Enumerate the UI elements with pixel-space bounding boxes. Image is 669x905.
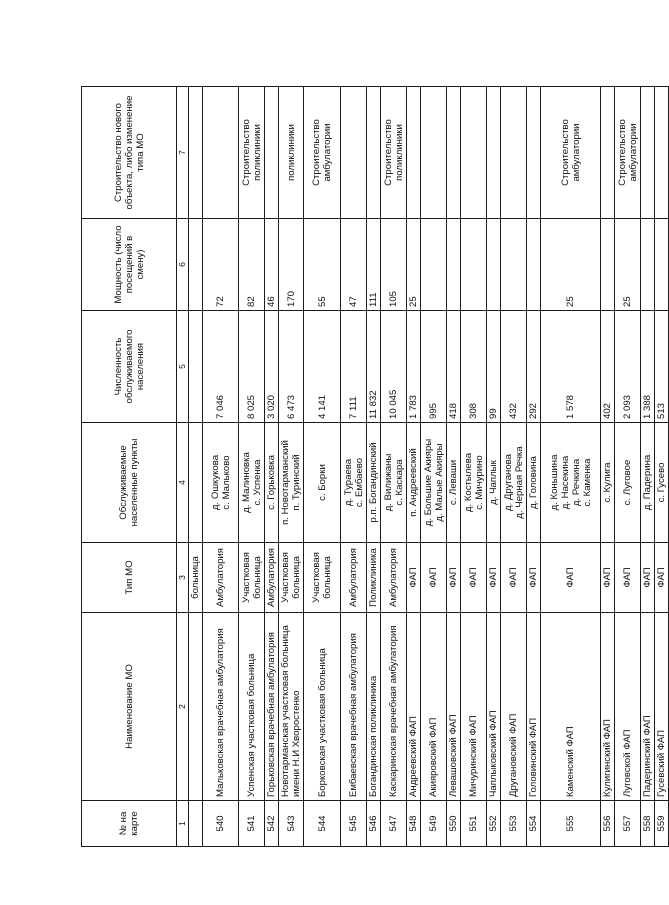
table-row: [447, 87, 461, 847]
population-cell-line: 1 783: [408, 394, 419, 419]
column-number: 5: [177, 311, 189, 423]
population-cell-line: 1 578: [565, 394, 576, 419]
construction-cell: [501, 87, 527, 219]
map-number-cell: 542: [265, 801, 279, 847]
capacity-cell: 72: [203, 219, 239, 311]
population-cell-line: 513: [656, 402, 667, 419]
population-cell: [367, 311, 381, 423]
mo-type-cell-line: ФАП: [468, 567, 479, 588]
mo-type-cell-line: ФАП: [488, 567, 499, 588]
table-row: [367, 87, 381, 847]
settlements-cell-line: д. Ошкукова: [209, 454, 221, 511]
mo-type-cell-line: ФАП: [622, 567, 633, 588]
population-cell: [487, 311, 501, 423]
settlements-cell-line: с. Луговое: [622, 459, 633, 506]
settlements-cell-line: д. Насекина: [559, 455, 571, 510]
construction-cell: [461, 87, 487, 219]
construction-cell: [367, 87, 381, 219]
map-number-cell: 558: [641, 801, 655, 847]
population-cell: [407, 311, 421, 423]
mo-type-cell-line: ФАП: [528, 567, 539, 588]
table-row: [381, 87, 407, 847]
settlements-cell-line: с. Успенка: [251, 459, 263, 506]
column-number: 3: [177, 543, 189, 613]
capacity-cell: 55: [304, 219, 341, 311]
mo-name-cell: Луговской ФАП: [615, 613, 641, 801]
capacity-cell: 25: [407, 219, 421, 311]
settlements-cell-line: д. Большие Акияры: [422, 438, 434, 527]
construction-cell: [341, 87, 367, 219]
map-number-cell: 548: [407, 801, 421, 847]
settlements-cell-line: с. Каменка: [581, 458, 593, 507]
table-row: [541, 87, 601, 847]
construction-cell-line: Строительство: [311, 119, 322, 186]
settlements-cell-line: с. Каскара: [393, 459, 405, 506]
table-row: [189, 87, 203, 847]
settlements-cell: [527, 423, 541, 543]
construction-cell-line: амбулатории: [322, 123, 333, 182]
map-number-cell: 554: [527, 801, 541, 847]
construction-cell: [601, 87, 615, 219]
mo-name-cell: Чаплыковский ФАП: [487, 613, 501, 801]
settlements-cell-line: д. Костылева: [462, 452, 474, 513]
settlements-cell-line: п. Туринский: [291, 454, 302, 511]
table-row: [641, 87, 655, 847]
map-number-cell: 547: [381, 801, 407, 847]
population-cell: [381, 311, 407, 423]
population-cell: [447, 311, 461, 423]
mo-type-cell-line: Амбулатория: [388, 548, 399, 607]
settlements-cell: [487, 423, 501, 543]
mo-type-cell-line: Участковая: [280, 552, 291, 603]
mo-type-cell-line: больница: [322, 556, 333, 599]
settlements-cell-line: д. Падерина: [642, 454, 653, 511]
map-number-cell: 540: [203, 801, 239, 847]
mo-type-cell-line: ФАП: [656, 567, 667, 588]
mo-type-cell: [641, 543, 655, 613]
settlements-cell-line: с. Борки: [316, 464, 328, 501]
mo-type-cell-line: ФАП: [448, 567, 459, 588]
column-number: 7: [177, 87, 189, 219]
population-cell: [641, 311, 655, 423]
construction-cell: [541, 87, 601, 219]
map-number-cell: 545: [341, 801, 367, 847]
mo-name-cell: Падеринский ФАП: [641, 613, 655, 801]
mo-type-cell-line: Участковая: [240, 552, 252, 603]
population-cell-line: 418: [448, 402, 459, 419]
construction-cell-line: амбулатории: [627, 123, 639, 182]
map-number-cell: 544: [304, 801, 341, 847]
mo-type-cell-line: Амбулатория: [348, 548, 359, 607]
map-number-cell: 559: [655, 801, 669, 847]
settlements-cell-line: с. Гусево: [656, 462, 667, 503]
mo-type-cell: [615, 543, 641, 613]
mo-type-cell-line: Участковая: [311, 552, 322, 603]
construction-cell-line: Строительство: [382, 119, 394, 186]
population-cell-line: 7 046: [215, 394, 226, 419]
construction-cell: [381, 87, 407, 219]
column-number: 2: [177, 613, 189, 801]
header-mo-type: Тип МО: [82, 543, 177, 613]
mo-type-cell: [601, 543, 615, 613]
settlements-cell-line: д. Тураева: [342, 458, 354, 507]
population-cell-line: 7 111: [348, 396, 359, 419]
population-cell: [421, 311, 447, 423]
mo-type-cell: [461, 543, 487, 613]
construction-cell-line: поликлиники: [251, 124, 263, 181]
settlements-cell-line: д. Малые Акияры: [433, 443, 445, 522]
capacity-cell: [189, 219, 203, 311]
construction-cell-line: Строительство: [616, 119, 628, 186]
mo-name-cell: Андреевский ФАП: [407, 613, 421, 801]
population-cell: [279, 311, 304, 423]
construction-cell: [421, 87, 447, 219]
population-cell: [615, 311, 641, 423]
mo-type-cell: [265, 543, 279, 613]
population-cell: [189, 311, 203, 423]
mo-type-cell: [447, 543, 461, 613]
table-row: [341, 87, 367, 847]
settlements-cell: [203, 423, 239, 543]
population-cell-line: 402: [602, 402, 613, 419]
mo-name-cell: Борковская участковая больница: [304, 613, 341, 801]
settlements-cell-line: д. Черная Речка: [513, 446, 525, 519]
settlements-cell: [381, 423, 407, 543]
settlements-cell-line: д. Речкина: [570, 458, 582, 507]
map-number-cell: 552: [487, 801, 501, 847]
mo-name-cell: Гусевский ФАП: [655, 613, 669, 801]
population-cell: [304, 311, 341, 423]
population-cell-line: 432: [508, 402, 519, 419]
construction-cell: [487, 87, 501, 219]
population-cell: [601, 311, 615, 423]
mo-type-cell: [381, 543, 407, 613]
population-cell-line: 8 025: [246, 394, 257, 419]
mo-type-cell-line: Амбулатория: [215, 548, 226, 607]
mo-name-cell: Успенская участковая больница: [239, 613, 265, 801]
table-row: [304, 87, 341, 847]
capacity-cell: [421, 219, 447, 311]
mo-type-cell-line: Поликлиника: [368, 548, 379, 607]
mo-type-cell-line: Амбулатория: [266, 548, 277, 607]
mo-name-cell: Акияровский ФАП: [421, 613, 447, 801]
map-number-cell: 553: [501, 801, 527, 847]
header-served-settlements: Обслуживаемые населенные пункты: [82, 423, 177, 543]
settlements-cell: [601, 423, 615, 543]
settlements-cell: [641, 423, 655, 543]
settlements-cell: [367, 423, 381, 543]
construction-cell: [615, 87, 641, 219]
construction-cell: [407, 87, 421, 219]
settlements-cell: [189, 423, 203, 543]
mo-name-cell: Каскаринская врачебная амбулатория: [381, 613, 407, 801]
header-capacity: Мощность (число посещений в смену): [82, 219, 177, 311]
population-cell-line: 11 832: [368, 390, 379, 419]
mo-type-cell-line: ФАП: [602, 567, 613, 588]
column-number: 4: [177, 423, 189, 543]
capacity-cell: 47: [341, 219, 367, 311]
settlements-cell: [265, 423, 279, 543]
mo-type-cell: [487, 543, 501, 613]
population-cell-line: 99: [488, 408, 499, 419]
mo-type-cell-line: больница: [190, 556, 201, 599]
capacity-cell: 25: [541, 219, 601, 311]
population-cell: [461, 311, 487, 423]
map-number-cell: 550: [447, 801, 461, 847]
table-row: [407, 87, 421, 847]
header-population: Численность обслуживаемого населения: [82, 311, 177, 423]
table-row: [279, 87, 304, 847]
capacity-cell: [641, 219, 655, 311]
map-number-cell: 557: [615, 801, 641, 847]
mo-type-cell: [501, 543, 527, 613]
construction-cell: [527, 87, 541, 219]
capacity-cell: [527, 219, 541, 311]
header-construction: Строительство нового объекта, либо изменение типа МО: [82, 87, 177, 219]
construction-cell: [655, 87, 669, 219]
mo-type-cell-line: ФАП: [408, 567, 419, 588]
mo-type-cell-line: больница: [251, 556, 263, 599]
mo-name-cell: Мальковская врачебная амбулатория: [203, 613, 239, 801]
mo-type-cell: [421, 543, 447, 613]
map-number-cell: 543: [279, 801, 304, 847]
mo-type-cell-line: ФАП: [565, 567, 576, 588]
map-number-cell: 551: [461, 801, 487, 847]
capacity-cell: 46: [265, 219, 279, 311]
mo-type-cell: [367, 543, 381, 613]
settlements-cell: [304, 423, 341, 543]
map-number-cell: 555: [541, 801, 601, 847]
construction-cell-line: Строительство: [559, 119, 571, 186]
settlements-cell-line: с. Ембаево: [353, 457, 365, 508]
population-cell: [265, 311, 279, 423]
mo-name-cell: Кулигинский ФАП: [601, 613, 615, 801]
construction-cell: [189, 87, 203, 219]
table-row: [265, 87, 279, 847]
capacity-cell: 105: [381, 219, 407, 311]
table-row: [501, 87, 527, 847]
header-map-number: № на карте: [82, 801, 177, 847]
capacity-cell: [601, 219, 615, 311]
map-number-cell: 556: [601, 801, 615, 847]
document-page: [81, 87, 667, 847]
construction-cell-line: поликлиники: [393, 124, 405, 181]
mo-type-cell: [239, 543, 265, 613]
table-row: [461, 87, 487, 847]
map-number-cell: 546: [367, 801, 381, 847]
settlements-cell-line: д. Головина: [528, 456, 539, 509]
population-cell-line: 6 473: [285, 394, 297, 419]
settlements-cell: [615, 423, 641, 543]
mo-type-cell: [189, 543, 203, 613]
table-body: [189, 87, 669, 847]
construction-cell-line: поликлиники: [285, 124, 297, 181]
table-row: [239, 87, 265, 847]
population-cell-line: 995: [428, 402, 439, 419]
settlements-cell: [279, 423, 304, 543]
construction-cell-line: амбулатории: [570, 123, 582, 182]
construction-cell: [304, 87, 341, 219]
mo-type-cell: [341, 543, 367, 613]
population-cell: [501, 311, 527, 423]
capacity-cell: [501, 219, 527, 311]
mo-type-cell: [541, 543, 601, 613]
capacity-cell: [487, 219, 501, 311]
population-cell: [527, 311, 541, 423]
mo-name-cell: Богандинская поликлиника: [367, 613, 381, 801]
mo-name-cell: Новотарманская участковая больница имени Н.И Хвоpостенко: [279, 613, 304, 801]
column-number: 6: [177, 219, 189, 311]
table-row: [527, 87, 541, 847]
construction-cell: [447, 87, 461, 219]
settlements-cell-line: р.п. Богандинский: [368, 442, 379, 523]
mo-type-cell: [655, 543, 669, 613]
mo-type-cell: [304, 543, 341, 613]
population-cell: [541, 311, 601, 423]
table-row: [615, 87, 641, 847]
mo-type-cell-line: ФАП: [508, 567, 519, 588]
settlements-cell: [541, 423, 601, 543]
settlements-cell: [461, 423, 487, 543]
capacity-cell: [655, 219, 669, 311]
table-row: [421, 87, 447, 847]
mo-type-cell: [203, 543, 239, 613]
header-row: [82, 87, 177, 847]
medical-organizations-table: [81, 86, 669, 847]
population-cell-line: 1 388: [642, 394, 653, 419]
mo-name-cell: Левашовский ФАП: [447, 613, 461, 801]
construction-cell-line: Строительство: [240, 119, 252, 186]
settlements-cell-line: п. Новотарманский: [280, 440, 291, 525]
capacity-cell: 170: [279, 219, 304, 311]
table-row: [655, 87, 669, 847]
mo-name-cell: Горьковская врачебная амбулатория: [265, 613, 279, 801]
table-row: [487, 87, 501, 847]
mo-type-cell: [279, 543, 304, 613]
population-cell: [341, 311, 367, 423]
mo-name-cell: Головинский ФАП: [527, 613, 541, 801]
construction-cell: [239, 87, 265, 219]
construction-cell: [203, 87, 239, 219]
capacity-cell: 111: [367, 219, 381, 311]
mo-name-cell: Каменский ФАП: [541, 613, 601, 801]
capacity-cell: 25: [615, 219, 641, 311]
mo-name-cell: Мичуринский ФАП: [461, 613, 487, 801]
map-number-cell: 541: [239, 801, 265, 847]
settlements-cell-line: с. Кулига: [602, 462, 613, 503]
population-cell-line: 3 020: [266, 394, 277, 419]
column-number-row: [177, 87, 189, 847]
construction-cell: [265, 87, 279, 219]
settlements-cell-line: д. Чаплык: [488, 460, 499, 505]
population-cell-line: 2 093: [622, 394, 633, 419]
settlements-cell: [655, 423, 669, 543]
map-number-cell: 549: [421, 801, 447, 847]
mo-type-cell: [527, 543, 541, 613]
settlements-cell: [501, 423, 527, 543]
mo-type-cell-line: ФАП: [428, 567, 439, 588]
population-cell: [203, 311, 239, 423]
mo-name-cell: [189, 613, 203, 801]
settlements-cell-line: с. Мальково: [220, 455, 232, 510]
settlements-cell-line: д. Коньшина: [548, 454, 560, 511]
settlements-cell-line: д. Малиновка: [240, 452, 252, 513]
mo-type-cell-line: больница: [291, 556, 302, 599]
settlements-cell-line: с. Горьковка: [266, 455, 277, 510]
settlements-cell-line: д. Друганова: [502, 453, 514, 512]
settlements-cell-line: д. Вилижаны: [382, 453, 394, 512]
settlements-cell-line: с. Мичурино: [473, 455, 485, 510]
settlements-cell: [421, 423, 447, 543]
map-number-cell: [189, 801, 203, 847]
population-cell-line: 4 141: [316, 394, 328, 419]
capacity-cell: [447, 219, 461, 311]
capacity-cell: 82: [239, 219, 265, 311]
settlements-cell: [341, 423, 367, 543]
mo-type-cell-line: ФАП: [642, 567, 653, 588]
population-cell: [239, 311, 265, 423]
settlements-cell-line: п. Андреевский: [408, 448, 419, 517]
settlements-cell-line: с. Леваши: [448, 459, 459, 506]
mo-name-cell: Другановский ФАП: [501, 613, 527, 801]
settlements-cell: [447, 423, 461, 543]
table-row: [203, 87, 239, 847]
mo-type-cell: [407, 543, 421, 613]
population-cell-line: 308: [468, 402, 479, 419]
construction-cell: [641, 87, 655, 219]
construction-cell: [279, 87, 304, 219]
settlements-cell: [407, 423, 421, 543]
population-cell-line: 292: [528, 402, 539, 419]
capacity-cell: [461, 219, 487, 311]
mo-name-cell: Ембаевская врачебная амбулатория: [341, 613, 367, 801]
column-number: 1: [177, 801, 189, 847]
header-mo-name: Наименование МО: [82, 613, 177, 801]
settlements-cell: [239, 423, 265, 543]
population-cell: [655, 311, 669, 423]
population-cell-line: 10 045: [388, 389, 399, 419]
table-row: [601, 87, 615, 847]
